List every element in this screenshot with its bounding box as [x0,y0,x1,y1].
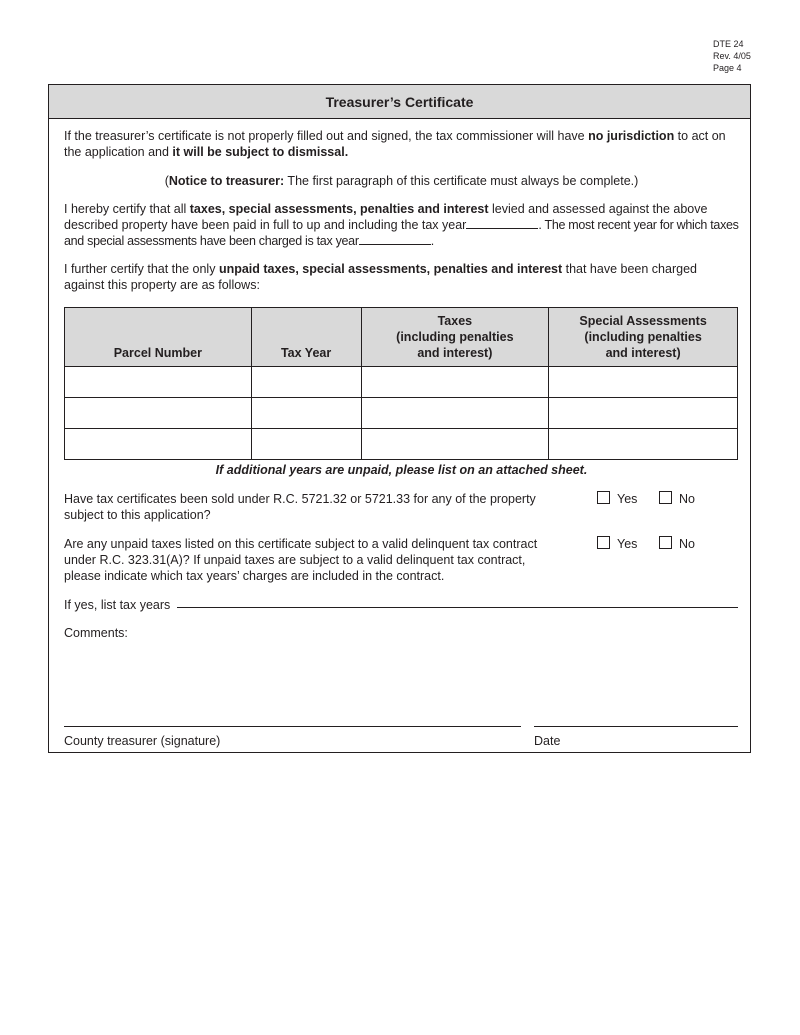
parcel-cell[interactable] [65,398,252,429]
tax-year-cell[interactable] [251,398,361,429]
taxes-cell[interactable] [361,398,549,429]
list-years-field[interactable] [177,607,738,608]
q2-yes-checkbox[interactable] [597,536,610,549]
form-identifier [713,38,751,74]
signature-line[interactable] [64,726,521,727]
taxes-cell[interactable] [361,367,549,398]
table-row [65,398,738,429]
page-number: Page 4 [713,63,742,73]
list-years-label: If yes, list tax years [64,598,171,612]
paid-through-year-field[interactable] [466,218,538,229]
q2-yes-option[interactable]: Yes [597,536,637,551]
q1-no-checkbox[interactable] [659,491,672,504]
unpaid-taxes-table [64,307,738,460]
q2-no-option[interactable]: No [659,536,695,551]
q1-yes-checkbox[interactable] [597,491,610,504]
parcel-cell[interactable] [65,367,252,398]
col-header-special-assessments: Special Assessments (including penalties and interest) [549,308,738,367]
certify-paragraph: I hereby certify that all taxes, special assessments, penalties and interest levied and assessed against the above described property have been paid in full to up and including the tax year . The most recent year for which taxes and special assessments have been charged is tax year . [64,202,739,248]
comments-label: Comments: [64,626,128,640]
special-assessments-cell[interactable] [549,429,738,460]
form-code: DTE 24 [713,39,744,49]
intro-paragraph: If the treasurer’s certificate is not properly filled out and signed, the tax commissioner will have no jurisdiction to act on the application and it will be subject to dismissal. [64,129,726,159]
notice-paragraph: (Notice to treasurer: The first paragraph of this certificate must always be complete.) [164,174,639,188]
table-header-row [65,308,738,367]
further-certify-paragraph: I further certify that the only unpaid taxes, special assessments, penalties and interest that have been charged against this property are as follows: [64,262,697,292]
col-header-taxes: Taxes (including penalties and interest) [361,308,549,367]
date-label: Date [534,734,561,748]
q2-no-checkbox[interactable] [659,536,672,549]
taxes-cell[interactable] [361,429,549,460]
table-row [65,367,738,398]
table-row [65,429,738,460]
col-header-parcel: Parcel Number [65,308,252,367]
question-tax-certificates: Have tax certificates been sold under R.C. 5721.32 or 5721.33 for any of the property subject to this application? [64,492,536,522]
special-assessments-cell[interactable] [549,367,738,398]
q1-yes-option[interactable]: Yes [597,491,637,506]
additional-years-note: If additional years are unpaid, please list on an attached sheet. [215,463,588,477]
treasurer-certificate-box [48,84,751,753]
certificate-title: Treasurer’s Certificate [49,85,750,119]
signature-label: County treasurer (signature) [64,734,221,748]
most-recent-year-field[interactable] [359,234,431,245]
parcel-cell[interactable] [65,429,252,460]
col-header-tax-year: Tax Year [251,308,361,367]
tax-year-cell[interactable] [251,429,361,460]
q1-no-option[interactable]: No [659,491,695,506]
date-line[interactable] [534,726,738,727]
form-revision: Rev. 4/05 [713,51,751,61]
question-delinquent-contract: Are any unpaid taxes listed on this certificate subject to a valid delinquent tax contract under R.C. 323.31(A)? If unpaid taxes are subject to a valid delinquent tax contract, please indicate which tax years’ charges are included in the contract. [64,537,538,583]
tax-year-cell[interactable] [251,367,361,398]
special-assessments-cell[interactable] [549,398,738,429]
